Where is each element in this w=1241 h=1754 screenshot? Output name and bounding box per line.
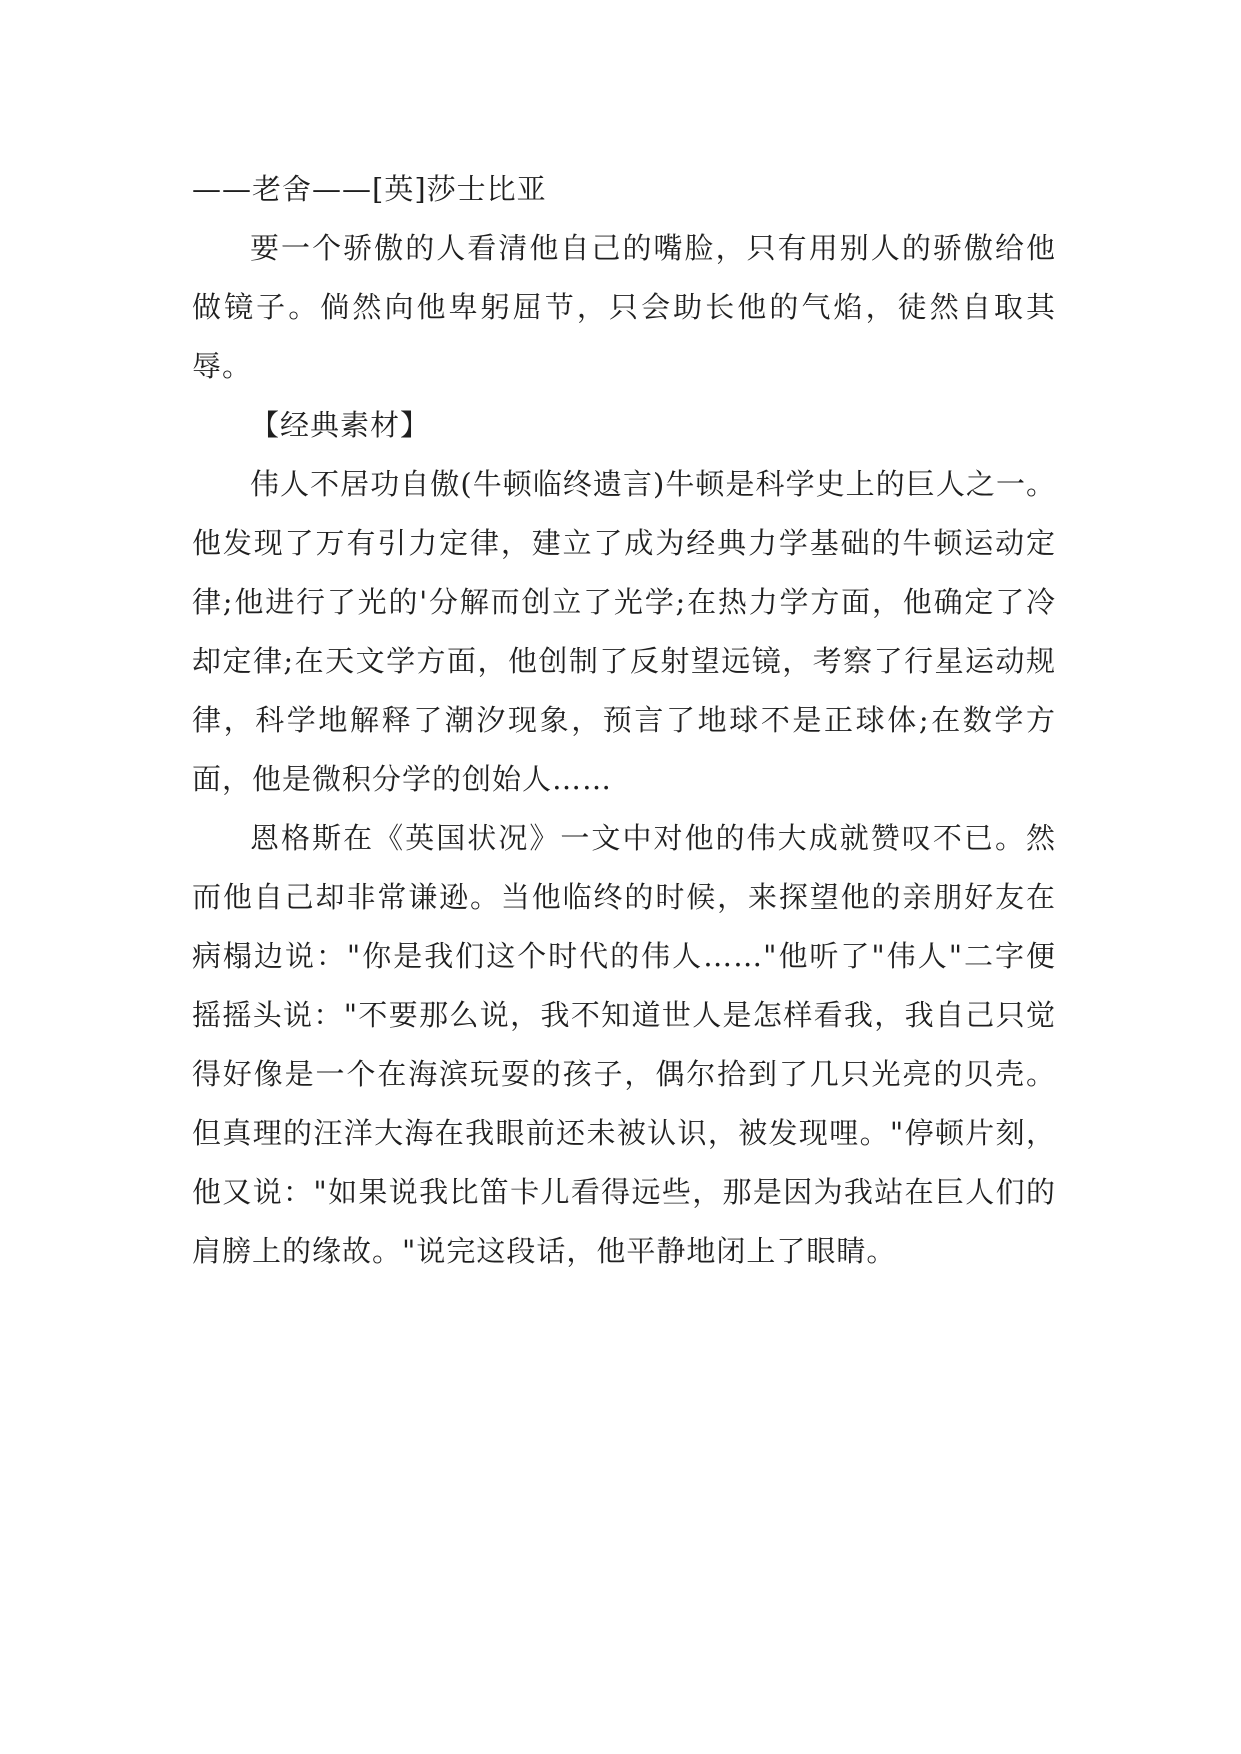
- section-heading: 【经典素材】: [250, 408, 431, 442]
- attribution-line: ——老舍——[英]莎士比亚: [192, 172, 547, 206]
- quote-paragraph: 要一个骄傲的人看清他自己的嘴脸，只有用别人的骄傲给他做镜子。倘然向他卑躬屈节，只会助长他的气焰，徒然自取其辱。: [192, 231, 1056, 383]
- newton-paragraph: 伟人不居功自傲(牛顿临终遗言)牛顿是科学史上的巨人之一。他发现了万有引力定律，建立了成为经典力学基础的牛顿运动定律;他进行了光的'分解而创立了光学;在热力学方面，他确定了冷却定律;在天文学方面，他创制了反射望远镜，考察了行星运动规律，科学地解释了潮汐现象，预言了地球不是正球体;在数学方面，他是微积分学的创始人……: [192, 467, 1056, 796]
- document-body: [192, 160, 1056, 1281]
- engels-paragraph: 恩格斯在《英国状况》一文中对他的伟大成就赞叹不已。然而他自己却非常谦逊。当他临终的时候，来探望他的亲朋好友在病榻边说："你是我们这个时代的伟人……"他听了"伟人"二字便摇摇头说："不要那么说，我不知道世人是怎样看我，我自己只觉得好像是一个在海滨玩耍的孩子，偶尔拾到了几只光亮的贝壳。但真理的汪洋大海在我眼前还未被认识，被发现哩。"停顿片刻，他又说："如果说我比笛卡儿看得远些，那是因为我站在巨人们的肩膀上的缘故。"说完这段话，他平静地闭上了眼睛。: [192, 821, 1056, 1268]
